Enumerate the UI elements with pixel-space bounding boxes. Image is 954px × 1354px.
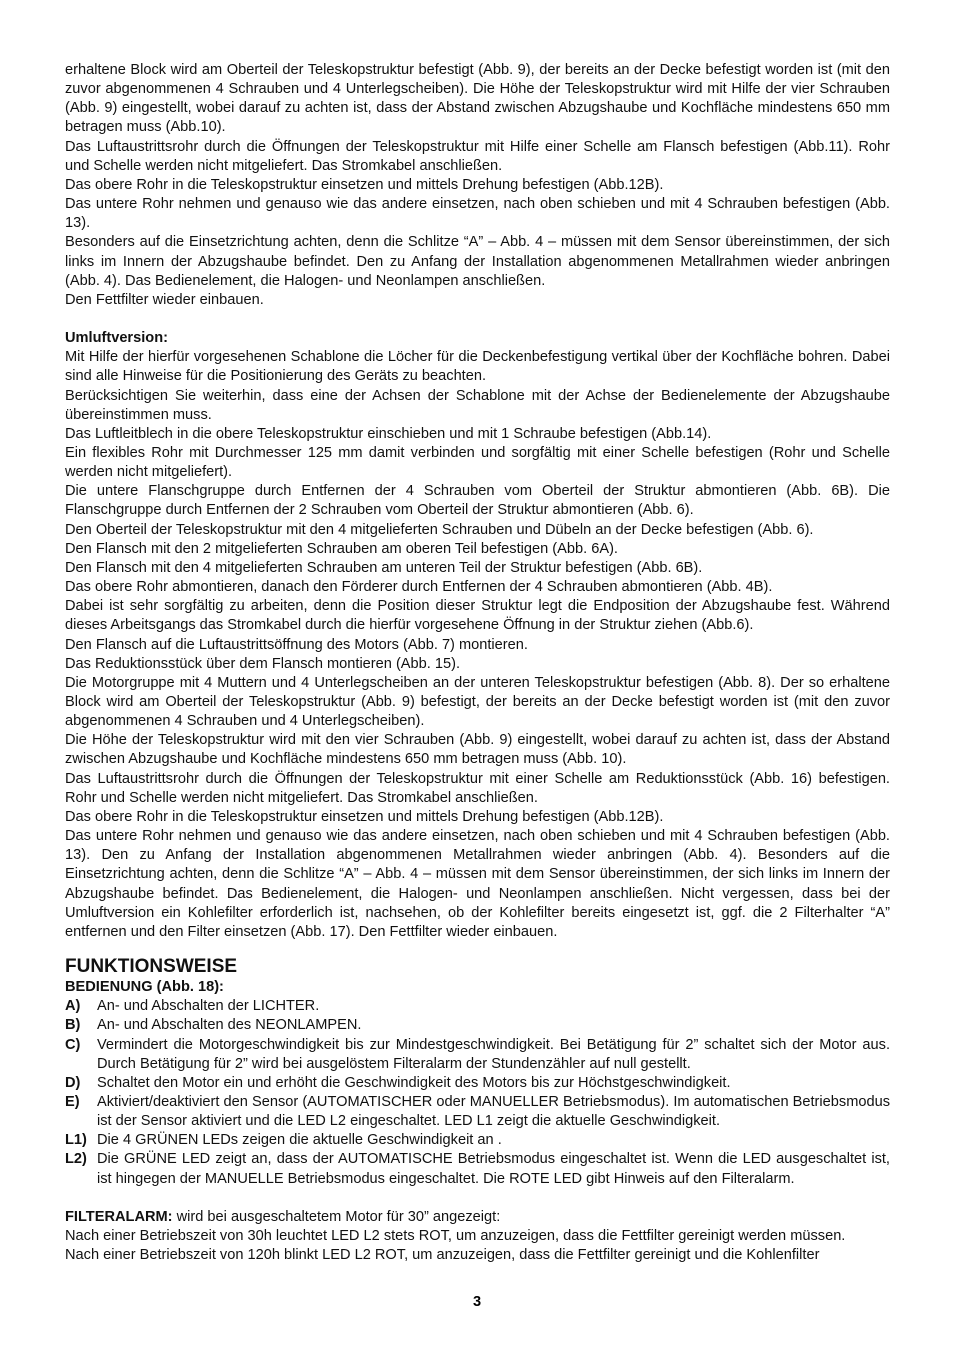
paragraph: Das untere Rohr nehmen und genauso wie das andere einsetzen, nach oben schieben und mit 4 Schrauben befestigen (Abb. 13). Den zu Anfang der Installation abgenommenen Metallrahmen wieder anbringen (Abb. 4). Besonders auf die Einsetzrichtung achten, denn die Schlitze “A” – Abb. 4 – müssen mit dem Sensor übereinstimmen, der sich links im Innern der Abzugshaube befindet. Das Bedienelement, die Halogen- und Neonlampen anschließen. Nicht vergessen, dass bei der Umluftversion ein Kohlefilter erforderlich ist, nachsehen, ob der Kohlefilter bereits eingesetzt ist, ggf. die 2 Filterhalter “A” entfernen und den Filter einsetzen (Abb. 17). Den Fettfilter wieder einbauen. [65, 828, 890, 940]
item-text: Die 4 GRÜNEN LEDs zeigen die aktuelle Geschwindigkeit an . [97, 1132, 502, 1149]
paragraph: erhaltene Block wird am Oberteil der Teleskopstruktur befestigt (Abb. 9), der bereits an der Decke befestigt worden ist (mit den zuvor abgenommenen 4 Schrauben und 4 Unterlegscheiben). Die Höhe der Teleskopstruktur wird mit Hilfe der vier Schrauben (Abb. 9) eingestellt, wobei darauf zu achten ist, dass der Abstand zwischen Abzugshaube und Kochfläche mindestens 650 mm betragen muss (Abb.10). [65, 62, 890, 136]
item-key: A) [65, 998, 81, 1015]
paragraph: Die Motorgruppe mit 4 Muttern und 4 Unterlegscheiben an der unteren Teleskopstruktur befestigen (Abb. 8). Der so erhaltene Block wird am Oberteil der Teleskopstruktur (Abb. 9) befestigt, der bereits an der Decke befestigt worden ist (mit den zuvor abgenommenen 4 Schrauben und 4 Unterlegscheiben). [65, 674, 890, 730]
item-key: L2) [65, 1151, 87, 1168]
paragraph: Den Fettfilter wieder einbauen. [65, 291, 264, 308]
filteralarm-label-rest: wird bei ausgeschaltetem Motor für 30” angezeigt: [172, 1208, 501, 1225]
list-item [65, 997, 890, 1016]
item-text: Aktiviert/deaktiviert den Sensor (AUTOMATISCHER oder MANUELLER Betriebsmodus). Im automatischen Betriebsmodus ist der Sensor aktiviert und die LED L2 eingeschaltet. LED L1 zeigt die aktuelle Geschwindigkeit. [97, 1093, 890, 1130]
paragraph: Die Höhe der Teleskopstruktur wird mit den vier Schrauben (Abb. 9) eingestellt, wobei darauf zu achten ist, dass der Abstand zwischen Abzugshaube und Kochfläche mindestens 650 mm betragen muss (Abb. 10). [65, 732, 890, 768]
filteralarm-section [65, 1208, 890, 1265]
paragraph: Ein flexibles Rohr mit Durchmesser 125 mm damit verbinden und sorgfältig mit einer Schelle befestigen (Rohr und Schelle werden nicht mitgeliefert). [65, 444, 890, 481]
item-key: D) [65, 1074, 81, 1091]
document-page [65, 61, 890, 1265]
list-item [65, 1016, 890, 1035]
paragraph: Nach einer Betriebszeit von 120h blinkt LED L2 ROT, um anzuzeigen, dass die Fettfilter gereinigt und die Kohlenfilter [65, 1247, 820, 1264]
paragraph: Dabei ist sehr sorgfältig zu arbeiten, denn die Position dieser Struktur legt die Endposition der Abzugshaube fest. Während dieses Arbeitsgangs das Stromkabel durch die hierfür vorgesehene Öffnung in der Struktur ziehen (Abb.6). [65, 598, 890, 634]
item-text: Vermindert die Motorgeschwindigkeit bis zur Mindestgeschwindigkeit. Bei Betätigung für 2” schaltet sich der Motor aus. Durch Betätigung für 2” wird bei ausgelöstem Filteralarm der Stundenzähler auf null gestellt. [97, 1036, 890, 1072]
paragraph: Das Luftaustrittsrohr durch die Öffnungen der Teleskopstruktur mit einer Schelle am Reduktionsstück (Abb. 16) befestigen. Rohr und Schelle werden nicht mitgeliefert. Das Stromkabel anschließen. [65, 770, 890, 806]
umluft-section [65, 329, 890, 942]
paragraph: Das obere Rohr abmontieren, danach den Förderer durch Entfernen der 4 Schrauben abmontieren (Abb. 4B). [65, 579, 773, 596]
filteralarm-label: FILTERALARM: [65, 1208, 173, 1225]
paragraph: Das obere Rohr in die Teleskopstruktur einsetzen und mittels Drehung befestigen (Abb.12B). [65, 176, 664, 193]
item-key: L1) [65, 1132, 87, 1149]
list-item [65, 1036, 890, 1074]
list-item [65, 1131, 890, 1150]
filteralarm-intro [65, 1208, 890, 1227]
list-item [65, 1074, 890, 1093]
funktion-section [65, 942, 890, 1189]
item-key: E) [65, 1093, 80, 1110]
intro-section [65, 61, 890, 310]
paragraph: Mit Hilfe der hierfür vorgesehenen Schablone die Löcher für die Deckenbefestigung vertikal über der Kochfläche bohren. Dabei sind alle Hinweise für die Positionierung des Geräts zu beachten. [65, 349, 890, 385]
paragraph: Besonders auf die Einsetzrichtung achten, denn die Schlitze “A” – Abb. 4 – müssen mit dem Sensor übereinstimmen, der sich links im Innern der Abzugshaube befindet. Den zu Anfang der Installation abgenommenen Metallrahmen wieder anbringen (Abb. 4). Das Bedienelement, die Halogen- und Neonlampen anschließen. [65, 234, 890, 289]
item-key: C) [65, 1036, 81, 1053]
item-text: Schaltet den Motor ein und erhöht die Geschwindigkeit des Motors bis zur Höchstgeschwindigkeit. [97, 1074, 731, 1091]
section-title: FUNKTIONSWEISE [65, 956, 238, 978]
paragraph: Das Luftaustrittsrohr durch die Öffnungen der Teleskopstruktur mit Hilfe einer Schelle am Flansch befestigen (Abb.11). Rohr und Schelle werden nicht mitgeliefert. Das Stromkabel anschließen. [65, 138, 890, 174]
paragraph: Berücksichtigen Sie weiterhin, dass eine der Achsen der Schablone mit der Achse der Bedienelemente der Abzugshaube übereinstimmen muss. [65, 387, 890, 423]
list-item [65, 1150, 890, 1188]
bedienung-subheading: BEDIENUNG (Abb. 18): [65, 979, 224, 996]
list-item [65, 1093, 890, 1131]
paragraph: Das Reduktionsstück über dem Flansch montieren (Abb. 15). [65, 655, 461, 672]
paragraph: Das obere Rohr in die Teleskopstruktur einsetzen und mittels Drehung befestigen (Abb.12B). [65, 808, 664, 825]
paragraph: Den Flansch auf die Luftaustrittsöffnung des Motors (Abb. 7) montieren. [65, 636, 528, 653]
item-key: B) [65, 1017, 81, 1034]
item-text: An- und Abschalten der LICHTER. [97, 998, 320, 1015]
spacer [65, 1189, 890, 1208]
item-text: Die GRÜNE LED zeigt an, dass der AUTOMATISCHE Betriebsmodus eingeschaltet ist. Wenn die LED ausgeschaltet ist, ist hingegen der MANUELLE Betriebsmodus eingeschaltet. Die ROTE LED gibt Hinweis auf den Filteralarm. [97, 1151, 890, 1187]
paragraph: Den Flansch mit den 2 mitgelieferten Schrauben am oberen Teil befestigen (Abb. 6A). [65, 540, 618, 557]
paragraph: Das Luftleitblech in die obere Teleskopstruktur einschieben und mit 1 Schraube befestigen (Abb.14). [65, 425, 712, 442]
paragraph: Das untere Rohr nehmen und genauso wie das andere einsetzen, nach oben schieben und mit 4 Schrauben befestigen (Abb. 13). [65, 196, 890, 232]
paragraph: Die untere Flanschgruppe durch Entfernen der 4 Schrauben vom Oberteil der Struktur abmontieren (Abb. 6B). Die Flanschgruppe durch Entfernen der 2 Schrauben vom Oberteil der Struktur abmontieren (Abb. 6). [65, 483, 890, 519]
item-text: An- und Abschalten des NEONLAMPEN. [97, 1017, 362, 1034]
spacer [65, 310, 890, 329]
page-number: 3 [472, 1294, 482, 1310]
paragraph: Den Oberteil der Teleskopstruktur mit den 4 mitgelieferten Schrauben und Dübeln an der Decke befestigen (Abb. 6). [65, 521, 814, 538]
paragraph: Den Flansch mit den 4 mitgelieferten Schrauben am unteren Teil der Struktur befestigen (Abb. 6B). [65, 559, 703, 576]
paragraph: Nach einer Betriebszeit von 30h leuchtet LED L2 stets ROT, um anzuzeigen, dass die Fettfilter gereinigt werden müssen. [65, 1227, 846, 1244]
umluft-heading: Umluftversion: [65, 330, 168, 347]
